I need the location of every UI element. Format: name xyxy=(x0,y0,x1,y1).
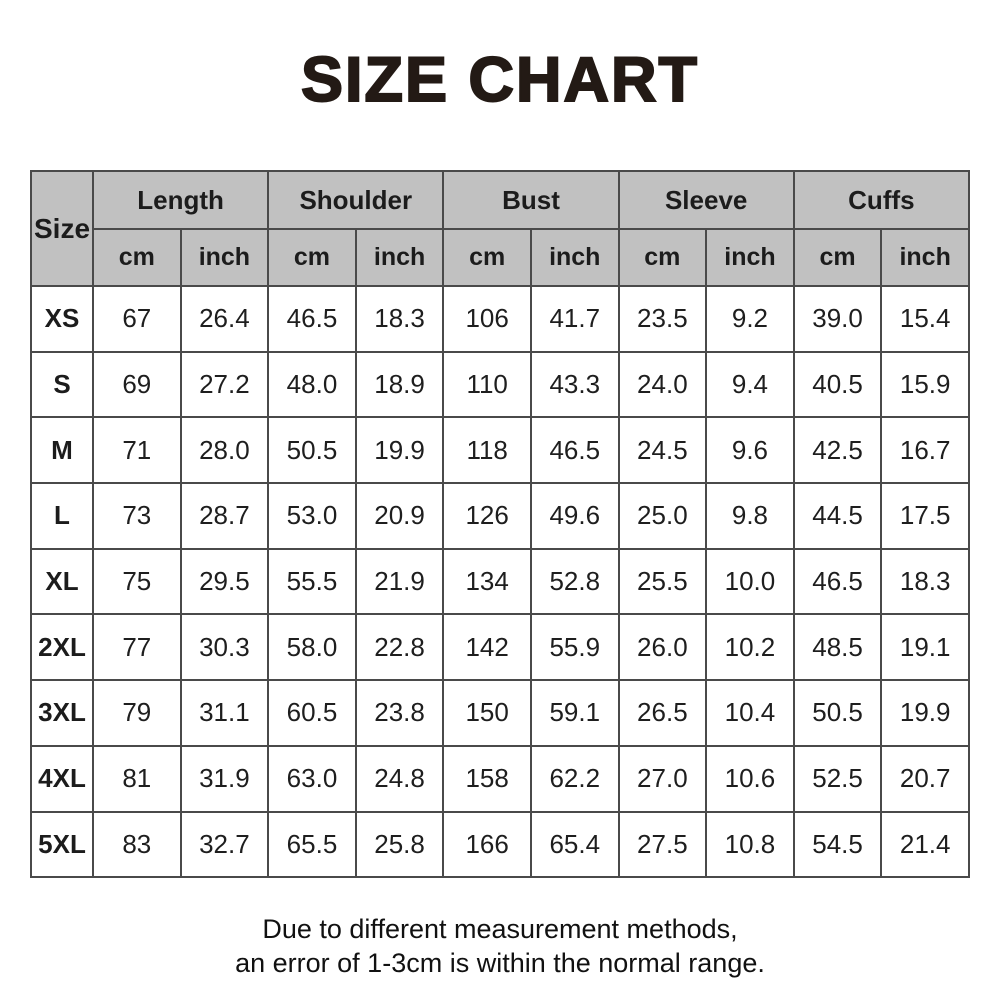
size-column-header: Size xyxy=(31,171,93,286)
unit-header-length-cm: cm xyxy=(93,229,181,286)
value-cell: 9.4 xyxy=(706,352,794,418)
unit-header-shoulder-cm: cm xyxy=(268,229,356,286)
value-cell: 48.5 xyxy=(794,614,882,680)
value-cell: 54.5 xyxy=(794,812,882,878)
unit-header-bust-cm: cm xyxy=(443,229,531,286)
row-size-label: 2XL xyxy=(31,614,93,680)
value-cell: 9.8 xyxy=(706,483,794,549)
footer-note xyxy=(0,912,1000,980)
value-cell: 21.4 xyxy=(881,812,969,878)
table-row-m xyxy=(31,417,969,483)
footer-line-2: an error of 1-3cm is within the normal range. xyxy=(235,948,765,978)
row-size-label: XL xyxy=(31,549,93,615)
value-cell: 22.8 xyxy=(356,614,444,680)
value-cell: 18.9 xyxy=(356,352,444,418)
value-cell: 106 xyxy=(443,286,531,352)
value-cell: 10.0 xyxy=(706,549,794,615)
table-row-2xl xyxy=(31,614,969,680)
value-cell: 23.8 xyxy=(356,680,444,746)
value-cell: 9.6 xyxy=(706,417,794,483)
value-cell: 43.3 xyxy=(531,352,619,418)
table-row-4xl xyxy=(31,746,969,812)
value-cell: 19.9 xyxy=(881,680,969,746)
value-cell: 73 xyxy=(93,483,181,549)
value-cell: 15.9 xyxy=(881,352,969,418)
value-cell: 23.5 xyxy=(619,286,707,352)
row-size-label: XS xyxy=(31,286,93,352)
unit-header-bust-inch: inch xyxy=(531,229,619,286)
value-cell: 29.5 xyxy=(181,549,269,615)
group-header-cuffs: Cuffs xyxy=(794,171,969,229)
value-cell: 31.9 xyxy=(181,746,269,812)
row-size-label: S xyxy=(31,352,93,418)
value-cell: 26.0 xyxy=(619,614,707,680)
value-cell: 150 xyxy=(443,680,531,746)
value-cell: 26.4 xyxy=(181,286,269,352)
value-cell: 134 xyxy=(443,549,531,615)
value-cell: 60.5 xyxy=(268,680,356,746)
value-cell: 25.8 xyxy=(356,812,444,878)
value-cell: 110 xyxy=(443,352,531,418)
value-cell: 58.0 xyxy=(268,614,356,680)
value-cell: 46.5 xyxy=(531,417,619,483)
value-cell: 30.3 xyxy=(181,614,269,680)
value-cell: 83 xyxy=(93,812,181,878)
row-size-label: 4XL xyxy=(31,746,93,812)
unit-header-sleeve-cm: cm xyxy=(619,229,707,286)
value-cell: 19.9 xyxy=(356,417,444,483)
value-cell: 21.9 xyxy=(356,549,444,615)
row-size-label: M xyxy=(31,417,93,483)
value-cell: 62.2 xyxy=(531,746,619,812)
value-cell: 50.5 xyxy=(268,417,356,483)
value-cell: 39.0 xyxy=(794,286,882,352)
value-cell: 59.1 xyxy=(531,680,619,746)
value-cell: 77 xyxy=(93,614,181,680)
value-cell: 10.8 xyxy=(706,812,794,878)
value-cell: 32.7 xyxy=(181,812,269,878)
value-cell: 118 xyxy=(443,417,531,483)
page-title: SIZE CHART xyxy=(301,45,699,115)
value-cell: 42.5 xyxy=(794,417,882,483)
table-row-l xyxy=(31,483,969,549)
value-cell: 46.5 xyxy=(268,286,356,352)
table-row-3xl xyxy=(31,680,969,746)
footer-line-1: Due to different measurement methods, xyxy=(262,914,738,944)
value-cell: 81 xyxy=(93,746,181,812)
value-cell: 52.8 xyxy=(531,549,619,615)
value-cell: 25.0 xyxy=(619,483,707,549)
value-cell: 41.7 xyxy=(531,286,619,352)
table-row-s xyxy=(31,352,969,418)
value-cell: 55.5 xyxy=(268,549,356,615)
group-header-sleeve: Sleeve xyxy=(619,171,794,229)
table-row-xl xyxy=(31,549,969,615)
value-cell: 20.9 xyxy=(356,483,444,549)
value-cell: 28.7 xyxy=(181,483,269,549)
size-chart-table xyxy=(30,170,970,878)
value-cell: 28.0 xyxy=(181,417,269,483)
value-cell: 52.5 xyxy=(794,746,882,812)
value-cell: 20.7 xyxy=(881,746,969,812)
value-cell: 46.5 xyxy=(794,549,882,615)
value-cell: 18.3 xyxy=(881,549,969,615)
table-header xyxy=(31,171,969,286)
value-cell: 10.4 xyxy=(706,680,794,746)
unit-header-row xyxy=(31,229,969,286)
group-header-shoulder: Shoulder xyxy=(268,171,443,229)
value-cell: 19.1 xyxy=(881,614,969,680)
value-cell: 40.5 xyxy=(794,352,882,418)
value-cell: 25.5 xyxy=(619,549,707,615)
value-cell: 166 xyxy=(443,812,531,878)
value-cell: 17.5 xyxy=(881,483,969,549)
value-cell: 9.2 xyxy=(706,286,794,352)
value-cell: 44.5 xyxy=(794,483,882,549)
value-cell: 158 xyxy=(443,746,531,812)
value-cell: 18.3 xyxy=(356,286,444,352)
value-cell: 69 xyxy=(93,352,181,418)
unit-header-cuffs-inch: inch xyxy=(881,229,969,286)
value-cell: 65.4 xyxy=(531,812,619,878)
value-cell: 24.5 xyxy=(619,417,707,483)
value-cell: 27.2 xyxy=(181,352,269,418)
value-cell: 63.0 xyxy=(268,746,356,812)
row-size-label: 3XL xyxy=(31,680,93,746)
value-cell: 67 xyxy=(93,286,181,352)
row-size-label: 5XL xyxy=(31,812,93,878)
value-cell: 142 xyxy=(443,614,531,680)
value-cell: 79 xyxy=(93,680,181,746)
unit-header-shoulder-inch: inch xyxy=(356,229,444,286)
value-cell: 24.8 xyxy=(356,746,444,812)
value-cell: 53.0 xyxy=(268,483,356,549)
value-cell: 50.5 xyxy=(794,680,882,746)
value-cell: 15.4 xyxy=(881,286,969,352)
unit-header-sleeve-inch: inch xyxy=(706,229,794,286)
value-cell: 27.5 xyxy=(619,812,707,878)
value-cell: 24.0 xyxy=(619,352,707,418)
value-cell: 10.2 xyxy=(706,614,794,680)
value-cell: 48.0 xyxy=(268,352,356,418)
table-row-xs xyxy=(31,286,969,352)
value-cell: 49.6 xyxy=(531,483,619,549)
unit-header-length-inch: inch xyxy=(181,229,269,286)
unit-header-cuffs-cm: cm xyxy=(794,229,882,286)
group-header-bust: Bust xyxy=(443,171,618,229)
table-body xyxy=(31,286,969,877)
table-row-5xl xyxy=(31,812,969,878)
value-cell: 31.1 xyxy=(181,680,269,746)
group-header-row xyxy=(31,171,969,229)
value-cell: 71 xyxy=(93,417,181,483)
value-cell: 55.9 xyxy=(531,614,619,680)
value-cell: 16.7 xyxy=(881,417,969,483)
value-cell: 27.0 xyxy=(619,746,707,812)
group-header-length: Length xyxy=(93,171,268,229)
value-cell: 10.6 xyxy=(706,746,794,812)
row-size-label: L xyxy=(31,483,93,549)
value-cell: 75 xyxy=(93,549,181,615)
value-cell: 26.5 xyxy=(619,680,707,746)
value-cell: 126 xyxy=(443,483,531,549)
value-cell: 65.5 xyxy=(268,812,356,878)
